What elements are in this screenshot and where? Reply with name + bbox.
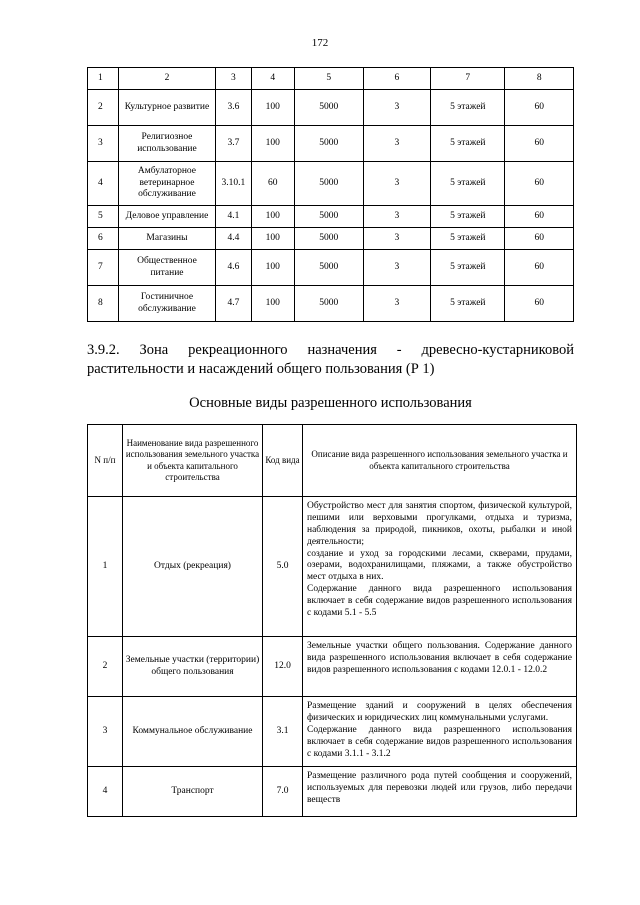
table-cell: 60 [251, 162, 294, 206]
table-cell: 3.10.1 [216, 162, 252, 206]
table-cell: 5 [294, 68, 363, 90]
table-cell: 5000 [294, 206, 363, 228]
table-row [88, 250, 574, 286]
table-cell: 7 [431, 68, 505, 90]
use-name: Транспорт [123, 767, 263, 817]
table-cell: Магазины [118, 228, 215, 250]
page-number: 172 [311, 37, 329, 49]
table-cell: 3 [363, 286, 430, 322]
table-subheading: Основные виды разрешенного использования [189, 395, 472, 411]
table-cell: 8 [88, 286, 119, 322]
table-cell: 3 [363, 162, 430, 206]
table-cell: 3 [363, 206, 430, 228]
table-cell: 5 [88, 206, 119, 228]
description-paragraph: Содержание данного вида разрешенного использования включает в себя содержание видов разрешенного использования с кодами 5.1 - 5.5 [307, 584, 572, 618]
table-cell: Амбулаторное ветеринарное обслуживание [118, 162, 215, 206]
table-cell: 5000 [294, 250, 363, 286]
table-cell: 5 этажей [431, 126, 505, 162]
header-name: Наименование вида разрешенного использования земельного участка и объекта капитального строительства [123, 425, 263, 497]
table-cell: 5000 [294, 228, 363, 250]
table-cell: 5000 [294, 162, 363, 206]
table-cell: 4 [88, 162, 119, 206]
table-cell: 5000 [294, 286, 363, 322]
table-cell: 6 [88, 228, 119, 250]
zone-parameters-table [87, 67, 574, 322]
table-cell: 7 [88, 250, 119, 286]
use-name: Коммунальное обслуживание [123, 697, 263, 767]
table-cell: 8 [505, 68, 574, 90]
table-cell: 5 этажей [431, 206, 505, 228]
table-header-row [88, 425, 577, 497]
use-description [303, 767, 577, 817]
table-row [88, 697, 577, 767]
table-cell: 60 [505, 228, 574, 250]
row-number: 2 [88, 637, 123, 697]
header-code: Код вида [263, 425, 303, 497]
table-cell: 100 [251, 250, 294, 286]
use-description [303, 697, 577, 767]
table-cell: 100 [251, 286, 294, 322]
table-row [88, 767, 577, 817]
use-code: 7.0 [263, 767, 303, 817]
description-paragraph: Земельные участки общего пользования. Содержание данного вида разрешенного использования включает в себя содержание видов разрешенного использования с кодами 12.0.1 - 12.0.2 [307, 641, 572, 675]
description-paragraph: Размещение зданий и сооружений в целях обеспечения физических и юридических лиц коммунальными услугами. [307, 701, 572, 723]
table-cell: 3 [216, 68, 252, 90]
table-cell: 100 [251, 126, 294, 162]
table-cell: Гостиничное обслуживание [118, 286, 215, 322]
table-cell: Религиозное использование [118, 126, 215, 162]
use-description [303, 637, 577, 697]
table-cell: 60 [505, 250, 574, 286]
table-cell: 3 [363, 250, 430, 286]
table-cell: 3 [363, 90, 430, 126]
description-paragraph: создание и уход за городскими лесами, скверами, прудами, озерами, водохранилищами, пляжами, а также обустройство мест отдыха в них. [307, 548, 572, 583]
table-cell: 5000 [294, 90, 363, 126]
use-name: Земельные участки (территории) общего пользования [123, 637, 263, 697]
row-number: 3 [88, 697, 123, 767]
table-cell: 100 [251, 90, 294, 126]
table-cell: 4.6 [216, 250, 252, 286]
table-row [88, 286, 574, 322]
table-row [88, 162, 574, 206]
use-description [303, 497, 577, 637]
use-code: 12.0 [263, 637, 303, 697]
table-header-row [88, 68, 574, 90]
table-cell: 5 этажей [431, 90, 505, 126]
table-cell: 3 [88, 126, 119, 162]
table-cell: 60 [505, 286, 574, 322]
table-cell: 60 [505, 162, 574, 206]
table-cell: 5 этажей [431, 228, 505, 250]
use-name: Отдых (рекреация) [123, 497, 263, 637]
row-number: 1 [88, 497, 123, 637]
table-cell: 2 [88, 90, 119, 126]
table-cell: 3 [363, 228, 430, 250]
table-row [88, 637, 577, 697]
table-cell: 60 [505, 206, 574, 228]
row-number: 4 [88, 767, 123, 817]
table-cell: 100 [251, 228, 294, 250]
table-cell: 100 [251, 206, 294, 228]
table-cell: 4 [251, 68, 294, 90]
table-cell: 5 этажей [431, 250, 505, 286]
section-heading: 3.9.2. Зона рекреационного назначения - древесно-кустарниковой растительности и насаждений общего пользования (Р 1) [87, 342, 574, 377]
table-cell: Общественное питание [118, 250, 215, 286]
table-cell: 3.6 [216, 90, 252, 126]
table-row [88, 126, 574, 162]
description-paragraph: Содержание данного вида разрешенного использования включает в себя содержание видов разрешенного использования с кодами 3.1.1 - 3.1.2 [307, 724, 572, 759]
table-cell: 5000 [294, 126, 363, 162]
table-row [88, 497, 577, 637]
table-cell: 5 этажей [431, 286, 505, 322]
table-cell: 3 [363, 126, 430, 162]
permitted-uses-table [87, 424, 577, 817]
table-cell: 5 этажей [431, 162, 505, 206]
header-description: Описание вида разрешенного использования земельного участка и объекта капитального строительства [303, 425, 577, 497]
table-cell: 3.7 [216, 126, 252, 162]
table-cell: 4.4 [216, 228, 252, 250]
table-cell: 6 [363, 68, 430, 90]
table-cell: 1 [88, 68, 119, 90]
table-cell: Деловое управление [118, 206, 215, 228]
use-code: 5.0 [263, 497, 303, 637]
use-code: 3.1 [263, 697, 303, 767]
table-cell: Культурное развитие [118, 90, 215, 126]
table-row [88, 206, 574, 228]
header-num: N п/п [88, 425, 123, 497]
table-cell: 4.1 [216, 206, 252, 228]
table-row [88, 90, 574, 126]
table-cell: 4.7 [216, 286, 252, 322]
description-paragraph: Размещение различного рода путей сообщения и сооружений, используемых для перевозки людей или грузов, либо передачи веществ [307, 771, 572, 805]
table-cell: 60 [505, 90, 574, 126]
table-cell: 60 [505, 126, 574, 162]
description-paragraph: Обустройство мест для занятия спортом, физической культурой, пешими или верховыми прогулками, отдыха и туризма, наблюдения за природой, пикников, охоты, рыбалки и иной деятельности; [307, 501, 572, 547]
table-cell: 2 [118, 68, 215, 90]
table-row [88, 228, 574, 250]
